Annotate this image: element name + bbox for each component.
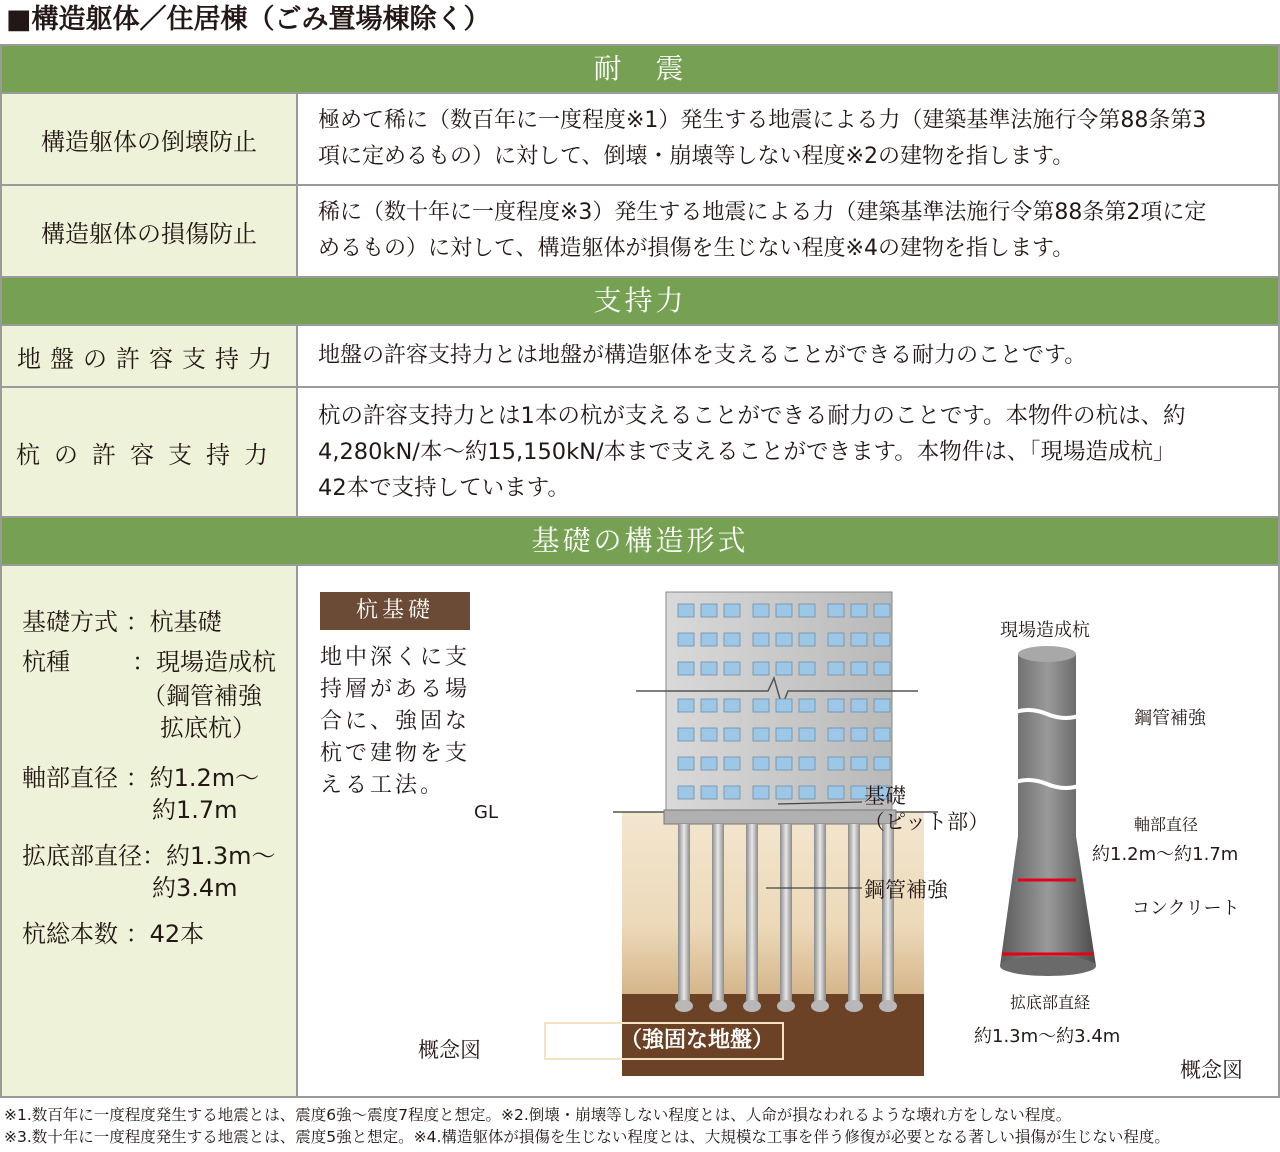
window [701, 662, 717, 675]
window [724, 728, 740, 741]
window [851, 699, 867, 712]
row-text-line: 杭の許容支持力とは1本の杭が支えることができる耐力のことです。本物件の杭は、約 [318, 403, 1186, 429]
window [701, 604, 717, 617]
cast-pile-title: 現場造成杭 [1000, 620, 1090, 641]
window [724, 604, 740, 617]
window [753, 662, 769, 675]
window [874, 604, 890, 617]
window [799, 728, 815, 741]
shaft-diameter-label: 軸部直径 [1134, 815, 1199, 834]
table-row [2, 326, 1278, 388]
spec-pile-type-3: 拡底杭） [160, 714, 256, 742]
window [828, 633, 844, 646]
pile-foundation-tag: 杭基礎 [320, 592, 470, 630]
pile-foundation-desc: 地中深くに支持層がある場合に、強固な杭で建物を支える工法。 [320, 645, 471, 798]
pile [712, 824, 724, 1004]
window [874, 699, 890, 712]
window [701, 757, 717, 770]
cast-pile-caption: 概念図 [1180, 1058, 1243, 1082]
footnote: ※3.数十年に一度程度発生する地震とは、震度5強と想定。※4.構造躯体が損傷を生じない程度とは、大規模な工事を伴う修復が必要となる著しい損傷が生じない程度。 [4, 1128, 1170, 1146]
cast-pile-steel-label: 鋼管補強 [1134, 708, 1206, 729]
row-text-line: 項に定めるもの）に対して、倒壊・崩壊等しない程度※2の建物を指します。 [318, 144, 1075, 169]
base-diameter-value: 約1.3m～約3.4m [974, 1026, 1121, 1047]
row-label: 地盤の許容支持力 [2, 326, 298, 386]
window [678, 728, 694, 741]
window [753, 728, 769, 741]
spec-base-diameter: 拡底部直径：約1.3m～ [22, 842, 276, 870]
window [851, 633, 867, 646]
pile-base [879, 1000, 897, 1012]
window [776, 604, 792, 617]
window [799, 757, 815, 770]
spec-pile-type-2: （鋼管補強 [142, 682, 262, 710]
row-body [298, 186, 1278, 276]
table-row [2, 186, 1278, 278]
section-header-seismic: 耐 震 [2, 46, 1278, 94]
window [828, 699, 844, 712]
window [874, 662, 890, 675]
spec-base-diameter-2: 約3.4m [152, 874, 238, 902]
window [724, 633, 740, 646]
row-label: 構造躯体の損傷防止 [2, 186, 298, 276]
pile-base [743, 1000, 761, 1012]
leader-lines [748, 792, 868, 892]
window [701, 728, 717, 741]
window [828, 662, 844, 675]
window [776, 662, 792, 675]
window [851, 757, 867, 770]
foundation-diagrams [298, 566, 1278, 1096]
window [851, 662, 867, 675]
window [776, 728, 792, 741]
window [776, 699, 792, 712]
window [851, 728, 867, 741]
pile [678, 824, 690, 1004]
window [799, 633, 815, 646]
foundation-row [2, 566, 1278, 1098]
spec-table [0, 44, 1280, 1098]
row-body [298, 94, 1278, 184]
window [724, 786, 740, 799]
spec-pile-count: 杭総本数 ：42本 [22, 920, 205, 948]
window [678, 786, 694, 799]
row-text-line: 地盤の許容支持力とは地盤が構造躯体を支えることができる耐力のことです。 [318, 343, 1087, 368]
diagram-caption: 概念図 [418, 1038, 481, 1062]
window [828, 757, 844, 770]
pile-base [845, 1000, 863, 1012]
window [874, 728, 890, 741]
shaft-diameter-value: 約1.2m～約1.7m [1092, 844, 1239, 865]
bearing-layer-label: 支持層（強固な地盤） [544, 1022, 784, 1060]
pile [882, 824, 894, 1004]
footnote: ※1.数百年に一度程度発生する地震とは、震度6強～震度7程度と想定。※2.倒壊・崩壊等しない程度とは、人命が損なわれるような壊れ方をしない程度。 [4, 1106, 1072, 1124]
pile-base [675, 1000, 693, 1012]
window [799, 699, 815, 712]
row-text-line: めるもの）に対して、構造躯体が損傷を生じない程度※4の建物を指します。 [318, 236, 1075, 261]
table-row [2, 94, 1278, 186]
window [701, 786, 717, 799]
base-diameter-label: 拡底部直経 [1010, 993, 1091, 1012]
window [678, 604, 694, 617]
footnotes [4, 1104, 1170, 1148]
row-body [298, 388, 1278, 516]
spec-shaft-diameter-2: 約1.7m [152, 796, 238, 824]
window [724, 699, 740, 712]
window [753, 633, 769, 646]
page-title: ■構造躯体／住居棟（ごみ置場棟除く） [6, 4, 491, 35]
spec-shaft-diameter: 軸部直径 ：約1.2m～ [22, 764, 260, 792]
pile-base [709, 1000, 727, 1012]
section-header-foundation: 基礎の構造形式 [2, 518, 1278, 566]
window [678, 633, 694, 646]
row-body [298, 326, 1278, 386]
window [678, 662, 694, 675]
spec-pile-type-label: 杭種 [22, 648, 70, 676]
window [701, 633, 717, 646]
window [753, 699, 769, 712]
spec-pile-type: ：現場造成杭 [132, 648, 276, 676]
spec-method: 基礎方式 ：杭基礎 [22, 608, 222, 636]
foundation-label: 基礎 [864, 784, 906, 808]
pit-label: （ピット部） [864, 810, 990, 834]
row-label: 杭の許容支持力 [2, 388, 298, 516]
window [753, 604, 769, 617]
window [678, 757, 694, 770]
pile-base [777, 1000, 795, 1012]
row-text-line: 極めて稀に（数百年に一度程度※1）発生する地震による力（建築基準法施行令第88条第3 [318, 108, 1207, 133]
window [874, 757, 890, 770]
window [776, 633, 792, 646]
section-header-bearing: 支持力 [2, 278, 1278, 326]
row-text-line: 4,280kN/本～約15,150kN/本まで支えることができます。本物件は、「現場造成杭」 [318, 439, 1176, 465]
concrete-label: コンクリート [1132, 898, 1240, 919]
cast-pile-diagram [988, 636, 1108, 996]
window [851, 604, 867, 617]
gl-label: GL [474, 802, 498, 823]
window [828, 728, 844, 741]
window [724, 662, 740, 675]
row-text-line: 42本で支持しています。 [318, 475, 570, 501]
window [799, 662, 815, 675]
pile-base [811, 1000, 829, 1012]
window [701, 699, 717, 712]
window [799, 604, 815, 617]
window [678, 699, 694, 712]
row-text-line: 稀に（数十年に一度程度※3）発生する地震による力（建築基準法施行令第88条第2項に定 [318, 200, 1207, 225]
row-label: 構造躯体の倒壊防止 [2, 94, 298, 184]
foundation-specs [2, 566, 298, 1096]
steel-reinforcement-label: 鋼管補強 [864, 878, 948, 902]
window [753, 757, 769, 770]
window [724, 757, 740, 770]
window [874, 633, 890, 646]
window [776, 757, 792, 770]
window [828, 604, 844, 617]
table-row [2, 388, 1278, 518]
